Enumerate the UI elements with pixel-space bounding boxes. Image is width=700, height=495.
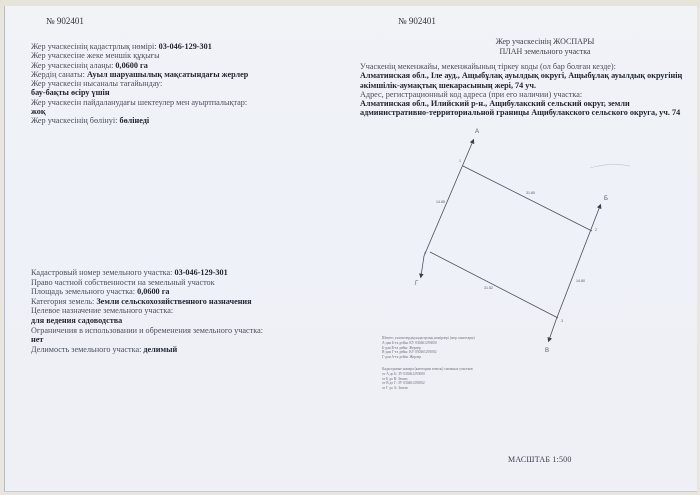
- direction-g-label: Г: [415, 281, 419, 287]
- kz-line: Жер учаскесін нысаналы тағайындау:: [31, 79, 163, 89]
- address-ru-label: Адрес, регистрационный код адреса (при его наличии) участка:: [360, 89, 583, 99]
- dimension-1-2: 31.80: [526, 191, 535, 195]
- point-1-label: 1: [459, 159, 461, 163]
- address-kz-value: әкімшілік-аумақтық шекарасының жері, 74 уч.: [360, 80, 537, 90]
- kz-line: жоқ: [31, 107, 46, 117]
- ru-line: Право частной собственности на земельный участок: [31, 277, 215, 287]
- kz-line: Жер учаскесін пайдаланудағы шектеулер мен ауыртпалықтар:: [31, 97, 248, 107]
- side-1-2: [463, 166, 592, 231]
- kz-line: бау-бақты өсіру үшін: [31, 88, 110, 98]
- point-3-label: 3: [561, 319, 563, 323]
- boundary-arrow-b: [556, 206, 600, 320]
- kz-line: Жер учаскесіне жеке меншік құқығы: [31, 51, 160, 61]
- boundary-arrow-v: [549, 320, 556, 340]
- address-ru-value: Алматинская обл., Илийский р-н., Ащибулакский сельский округ, земли: [360, 99, 630, 109]
- address-kz-label: Учаскенің мекенжайы, мекенжайының тіркеу коды (ол бар болған кезде):: [360, 62, 616, 71]
- boundary-arrow-a: [424, 141, 473, 256]
- kz-line: Жер учаскесінің алаңы: 0,0600 га: [31, 60, 148, 70]
- ru-line: Делимость земельного участка: делимый: [31, 344, 178, 354]
- dimension-1-4: 14.85: [436, 200, 445, 204]
- adjacent-plots-legend-kz: Шектес учаскелердің кадастрлық нөмірлері (жер санаттары) А-дан Б-ға дейін: КУ 030461293000 Б-дан В-ға дейін: Жерлер В-дан Г-ға дейін: КУ 030461293002 Г-дан А-ға дейін: Жерлер: [382, 336, 475, 360]
- ru-line: Ограничения в использовании и обременения земельного участка:: [31, 325, 263, 335]
- ru-line: Площадь земельного участка: 0,0600 га: [31, 287, 170, 297]
- kz-line: Жер учаскесінің бөлінуі: бөлінеді: [31, 116, 150, 126]
- dimension-4-3: 31.52: [484, 286, 493, 290]
- address-kz-value: Алматинская обл., Іле ауд., Ащыбұлақ ауылдық округі, Ащыбұлақ ауылдық округінің: [360, 71, 683, 81]
- plan-title-ru: ПЛАН земельного участка: [499, 46, 591, 56]
- dimension-2-3: 14.80: [576, 279, 585, 283]
- ru-line: Категория земель: Земли сельскохозяйственного назначения: [31, 296, 252, 306]
- direction-a-label: А: [475, 129, 480, 135]
- plan-scale: МАСШТАБ 1:500: [508, 455, 572, 464]
- ru-line: для ведения садоводства: [31, 315, 123, 325]
- address-ru-value: административно-территориальной границы Ащибулакского сельского округа, уч. 74: [360, 108, 681, 118]
- direction-v-label: В: [545, 348, 550, 354]
- document-number-right: № 902401: [398, 16, 436, 26]
- adjacent-plots-legend-ru: Кадастровые номера (категории земель) смежных участков от А до Б: ЗУ 030461293000 от Б до В: Земли от В до Г: ЗУ 030461293002 от Г до А: Земли: [382, 367, 473, 391]
- ru-line: нет: [31, 335, 44, 345]
- plan-title-kz: Жер учаскесінің ЖОСПАРЫ: [495, 37, 595, 46]
- ru-line: Целевое назначение земельного участка:: [31, 306, 174, 316]
- point-2-label: 2: [595, 228, 597, 232]
- document-number-left: № 902401: [46, 16, 84, 26]
- point-4-label: 4: [424, 251, 426, 255]
- stamp-mark: [590, 164, 630, 168]
- kz-line: Жер учаскесінің кадастрлық нөмірі: 03-046-129-301: [31, 42, 212, 51]
- ru-line: Кадастровый номер земельного участка: 03-046-129-301: [31, 268, 228, 277]
- kz-line: Жердің санаты: Ауыл шаруашылық мақсатындағы жерлер: [31, 69, 249, 79]
- side-4-3: [430, 252, 558, 318]
- direction-b-label: Б: [604, 196, 608, 202]
- boundary-arrow-g: [421, 256, 424, 276]
